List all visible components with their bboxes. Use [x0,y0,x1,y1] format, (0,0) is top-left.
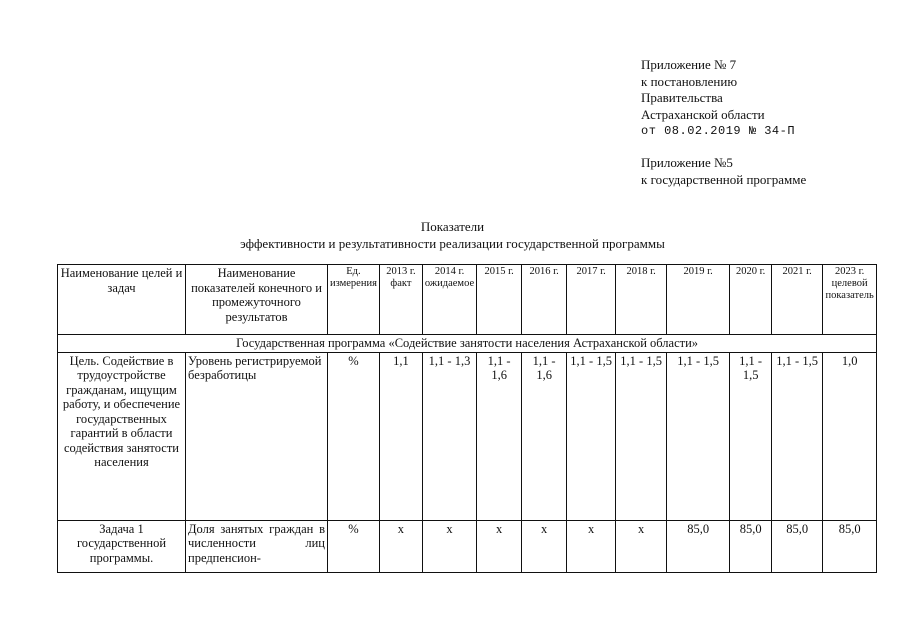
value-2014: 1,1 - 1,3 [422,352,476,520]
header-2021: 2021 г. [772,265,823,335]
program-title: Государственная программа «Содействие занятости населения Астраханской области» [58,335,877,353]
header-2018: 2018 г. [616,265,667,335]
title-line-1: Показатели [420,219,485,234]
appendix-block [641,57,795,140]
value-2014: x [422,520,476,572]
appendix-line-4: Астраханской области [641,106,765,122]
goal-cell: Цель. Содействие в трудоустройстве гражданам, ищущим работу, и обеспечение государственных гарантий в области содействия занятости населения [58,352,186,520]
header-2019: 2019 г. [667,265,730,335]
value-2020: 1,1 - 1,5 [730,352,772,520]
indicators-table [57,264,877,573]
indicator-cell: Доля занятых граждан в численности лиц предпенсион- [186,520,328,572]
header-2023: 2023 г. целевой показатель [823,265,877,335]
header-2016: 2016 г. [522,265,567,335]
value-2019: 1,1 - 1,5 [667,352,730,520]
appendix-line-2: к постановлению [641,73,738,89]
value-2018: 1,1 - 1,5 [616,352,667,520]
unit-cell: % [328,520,380,572]
value-2021: 85,0 [772,520,823,572]
appendix-line-3: Правительства [641,90,723,105]
value-2016: x [522,520,567,572]
value-2021: 1,1 - 1,5 [772,352,823,520]
table-row [58,352,877,520]
header-2013: 2013 г. факт [379,265,422,335]
value-2019: 85,0 [667,520,730,572]
value-2020: 85,0 [730,520,772,572]
header-goal: Наименование целей и задач [58,265,186,335]
header-2014: 2014 г. ожидаемое [422,265,476,335]
header-2015: 2015 г. [477,265,522,335]
header-2017: 2017 г. [567,265,616,335]
program-row [58,335,877,353]
value-2015: 1,1 - 1,6 [477,352,522,520]
table-header-row [58,265,877,335]
header-indicator: Наименование показателей конечного и промежуточного результатов [186,265,328,335]
value-2023: 85,0 [823,520,877,572]
title-line-2: эффективности и результативности реализации государственной программы [240,236,665,251]
document-title [0,218,905,252]
value-2016: 1,1 - 1,6 [522,352,567,520]
table-row [58,520,877,572]
value-2015: x [477,520,522,572]
header-unit: Ед. измерения [328,265,380,335]
value-2013: 1,1 [379,352,422,520]
indicator-cell: Уровень регистрируемой безработицы [186,352,328,520]
value-2017: 1,1 - 1,5 [567,352,616,520]
appendix2-line-2: к государственной программе [641,171,807,187]
value-2013: x [379,520,422,572]
value-2018: x [616,520,667,572]
appendix2-line-1: Приложение №5 [641,155,733,170]
appendix2-block [641,155,806,188]
appendix-line-5: от 08.02.2019 № 34-П [641,124,796,138]
value-2017: x [567,520,616,572]
header-2020: 2020 г. [730,265,772,335]
appendix-line-1: Приложение № 7 [641,57,737,72]
goal-cell: Задача 1 государственной программы. [58,520,186,572]
unit-cell: % [328,352,380,520]
value-2023: 1,0 [823,352,877,520]
